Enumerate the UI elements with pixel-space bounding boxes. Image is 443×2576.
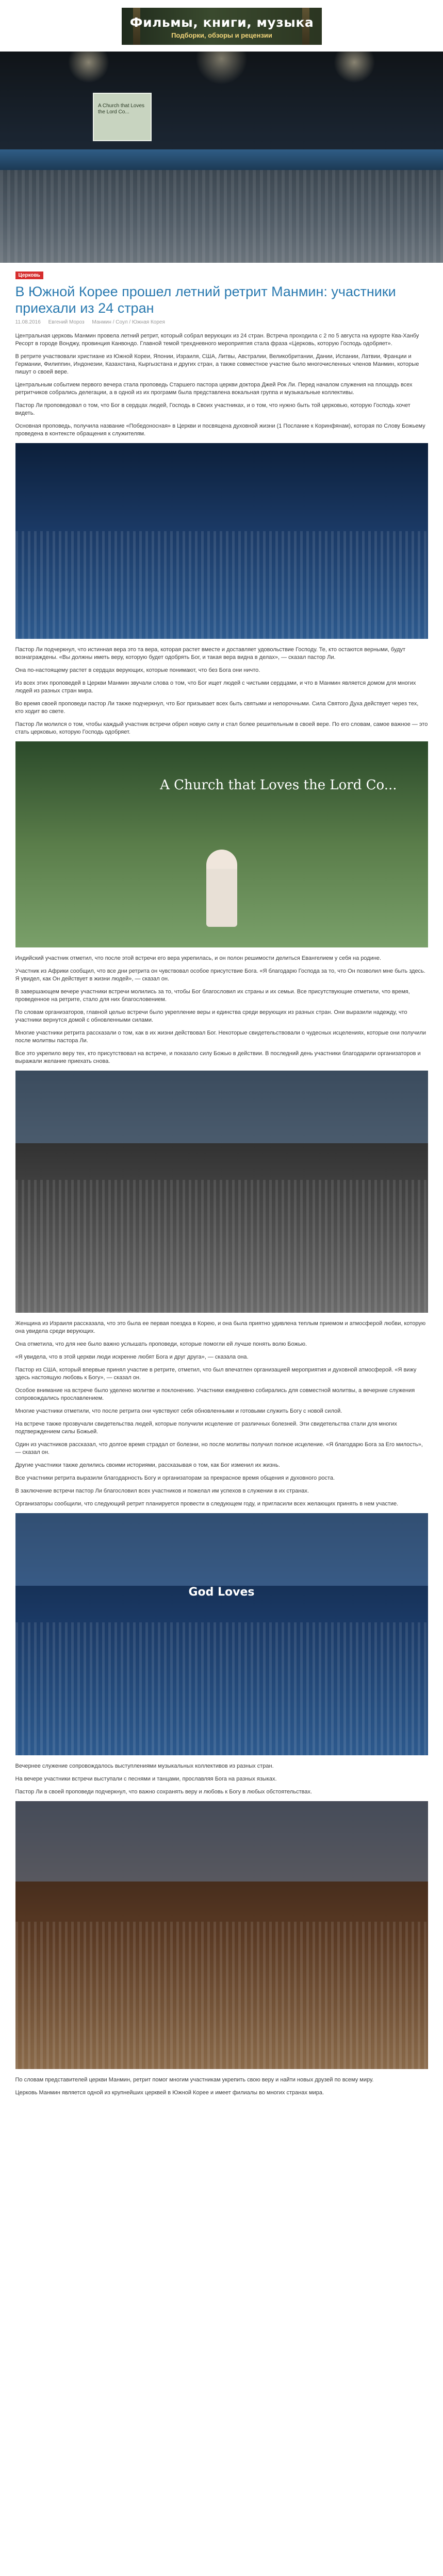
- paragraph: Другие участники также делились своими историями, рассказывая о том, как Бог изменил их жизнь.: [15, 1462, 280, 1468]
- article-source: Манмин / Соул / Южная Корея: [92, 319, 165, 325]
- paragraph: Организаторы сообщили, что следующий ретрит планируется провести в следующем году, и пригласили всех желающих принять в нем участие.: [15, 1501, 399, 1507]
- article-photo-audience: [15, 1071, 428, 1313]
- hero-crowd: [0, 170, 443, 263]
- paragraph: Основная проповедь, получила название «Победоносная» в Церкви и посвящена духовной жизни (1 Послание к Коринфянам), которая по Слову Божьему проведена в контексте обращения к служителям.: [15, 423, 425, 437]
- paragraph: Многие участники ретрита рассказали о том, как в их жизни действовал Бог. Некоторые свидетельствовали о чудесных исцелениях, которые они получили после молитвы пастора Ли.: [15, 1030, 426, 1044]
- paragraph: Один из участников рассказал, что долгое время страдал от болезни, но после молитвы получил полное исцеление. «Я благодарю Бога за Его милость», — сказал он.: [15, 1442, 423, 1455]
- paragraph: Все участники ретрита выразили благодарность Богу и организаторам за прекрасное время общения и духовного роста.: [15, 1475, 335, 1481]
- ad-banner[interactable]: [122, 8, 322, 45]
- paragraph-group-3: [15, 646, 428, 736]
- photo-crowd-rows: [15, 1180, 428, 1313]
- article-photo-speaker: [15, 741, 428, 947]
- photo-crowd-rows: [15, 1622, 428, 1756]
- category-tag[interactable]: Церковь: [15, 272, 43, 279]
- article-author[interactable]: Евгений Мороз: [48, 319, 85, 325]
- banner-title: Фильмы, книги, музыка: [129, 15, 314, 30]
- site-header: [0, 0, 443, 52]
- article-photo-hall: [15, 1513, 428, 1755]
- paragraph: Пастор Ли молился о том, чтобы каждый участник встречи обрел новую силу и стал более решительным в своей вере. По его словам, самое важное — это стать церковью, которую Господь одобряет.: [15, 721, 428, 735]
- paragraph: Она по-настоящему растет в сердцах верующих, которые понимают, что без Бога они ничто.: [15, 667, 260, 673]
- paragraph-group-5: [15, 1320, 428, 1508]
- paragraph: Участник из Африки сообщил, что все дни ретрита он чувствовал особое присутствие Бога. «Я благодарю Господа за то, что Он позволил мне быть здесь. Я увидел, как Он действует в жизни людей», — сказал он.: [15, 968, 425, 982]
- paragraph: По словам организаторов, главной целью встречи было укрепление веры и единства среди верующих из разных стран. Они выразили надежду, что участники вернутся домой с обновленными силами.: [15, 1009, 407, 1023]
- article-photo-crowd: [15, 443, 428, 639]
- paragraph: В ретрите участвовали христиане из Южной Кореи, Японии, Израиля, США, Литвы, Австралии, Великобритании, Дании, Испании, Латвии, Франции и Германии, Филиппин, Индонезии, Казахстана, Кыргызстана и других стран, а также совместное участие было многочисленных членов Манмин, которые пишут о своей вере.: [15, 353, 419, 375]
- paragraph-group-7: [15, 2076, 428, 2097]
- photo-crowd-rows: [15, 531, 428, 639]
- photo-screen: [15, 1513, 428, 1586]
- paragraph-group-2: [15, 381, 428, 438]
- banner-subtitle: Подборки, обзоры и рецензии: [171, 31, 272, 39]
- hero-screen: [93, 93, 152, 141]
- article-date: 11.08.2016: [15, 319, 41, 325]
- paragraph: По словам представителей церкви Манмин, ретрит помог многим участникам укрепить свою веру и найти новых друзей по всему миру.: [15, 2077, 374, 2083]
- paragraph: Во время своей проповеди пастор Ли также подчеркнул, что Бог призывает всех быть святыми и непорочными. Сила Святого Духа действует через тех, кто ходит во свете.: [15, 701, 419, 715]
- paragraph: Особое внимание на встрече было уделено молитве и поклонению. Участники ежедневно собирались для совместной молитвы, а вечерние служения сопровождались прославлением.: [15, 1387, 415, 1401]
- paragraph: На вечере участники встречи выступали с песнями и танцами, прославляя Бога на разных языках.: [15, 1776, 277, 1782]
- photo-screen: [15, 1071, 428, 1143]
- paragraph: На встрече также прозвучали свидетельства людей, которые получили исцеление от различных болезней. Эти свидетельства стали для многих подтверждением силы Божьей.: [15, 1421, 397, 1435]
- paragraph: Из всех этих проповедей в Церкви Манмин звучали слова о том, что Бог ищет людей с чистыми сердцами, и что в Манмин является домом для многих людей из разных стран мира.: [15, 680, 416, 694]
- hero-screen-text: A Church that Loves the Lord Co...: [98, 103, 145, 115]
- paragraph: Церковь Манмин является одной из крупнейших церквей в Южной Корее и имеет филиалы во многих странах мира.: [15, 2090, 324, 2096]
- paragraph: Пастор из США, который впервые принял участие в ретрите, отметил, что был впечатлен организацией мероприятия и духовной атмосферой. «Я вижу здесь настоящую любовь к Богу», — сказал он.: [15, 1367, 417, 1381]
- paragraph: В заключение встречи пастор Ли благословил всех участников и пожелал им успехов в служении в их странах.: [15, 1488, 309, 1494]
- hero-photo: [0, 52, 443, 263]
- paragraph: Пастор Ли подчеркнул, что истинная вера это та вера, которая растет вместе и доставляет удовольствие Господу. Те, кто остаются верными, будут вознаграждены. «Вы должны иметь веру, которую будет одобрять Бог, и такая вера видна в делах», — сказал пастор Ли.: [15, 647, 406, 660]
- paragraph: Пастор Ли в своей проповеди подчеркнул, что важно сохранять веру и любовь к Богу в любых обстоятельствах.: [15, 1789, 312, 1795]
- article-meta: [15, 319, 428, 325]
- paragraph: Индийский участник отметил, что после этой встречи его вера укрепилась, и он полон решимости делиться Евангелием у себя на родине.: [15, 955, 382, 961]
- paragraph-group-6: [15, 1762, 428, 1796]
- paragraph-group-4: [15, 955, 428, 1065]
- paragraph: Все это укрепило веру тех, кто присутствовал на встрече, и показало силу Божью в действии. В последний день участники благодарили организаторов и выражали желание приехать снова.: [15, 1050, 421, 1064]
- photo-crowd-rows: [15, 1922, 428, 2069]
- photo-screen: [15, 1801, 428, 1882]
- paragraph: «Я увидела, что в этой церкви люди искренне любят Бога и друг друга», — сказала она.: [15, 1354, 249, 1360]
- speaker-figure: [206, 850, 237, 927]
- article: [15, 263, 428, 2097]
- article-photo-performance: [15, 1801, 428, 2069]
- paragraph: Пастор Ли проповедовал о том, что Бог в сердцах людей, Господь в Своих участниках, и о том, что нужно быть той церковью, которую Господь хочет видеть.: [15, 402, 411, 416]
- paragraph-group-1: [15, 332, 428, 376]
- paragraph: В завершающем вечере участники встречи молились за то, чтобы Бог благословил их страны и их семьи. Все присутствующие отметили, что время, проведенное на ретрите, стало для них благословением.: [15, 989, 410, 1003]
- stage-sign: A Church that Loves the Lord Co...: [160, 777, 397, 793]
- paragraph: Центральная церковь Манмин провела летний ретрит, который собрал верующих из 24 стран. Встреча проходила с 2 по 5 августа на курорте Ква-Ханбу Ресорт в городе Вонджу, провинция Канвондо. Главной темой трехдневного мероприятия стала фраза «Церковь, которую Господь одобряет».: [15, 333, 419, 347]
- hero-stage: [0, 149, 443, 170]
- paragraph: Многие участники отметили, что после ретрита они чувствуют себя обновленными и готовыми служить Богу с новой силой.: [15, 1408, 342, 1414]
- paragraph: Вечернее служение сопровождалось выступлениями музыкальных коллективов из разных стран.: [15, 1763, 274, 1769]
- hall-banner-text: God Loves: [188, 1586, 255, 1599]
- stage-lights: [0, 52, 443, 88]
- article-title: В Южной Корее прошел летний ретрит Манмин: участники приехали из 24 стран: [15, 284, 396, 316]
- paragraph: Она отметила, что для нее было важно услышать проповеди, которые помогли ей лучше понять волю Божью.: [15, 1341, 307, 1347]
- paragraph: Женщина из Израиля рассказала, что это была ее первая поездка в Корею, и она была приятно удивлена теплым приемом и атмосферой любви, которую она увидела среди верующих.: [15, 1320, 426, 1334]
- paragraph: Центральным событием первого вечера стала проповедь Старшего пастора церкви доктора Джей Рок Ли. Перед началом служения на площадь всех ретритчиков собрались делегации, а в одной из их программ была представлена вокальная группа и музыкальные коллективы.: [15, 382, 413, 396]
